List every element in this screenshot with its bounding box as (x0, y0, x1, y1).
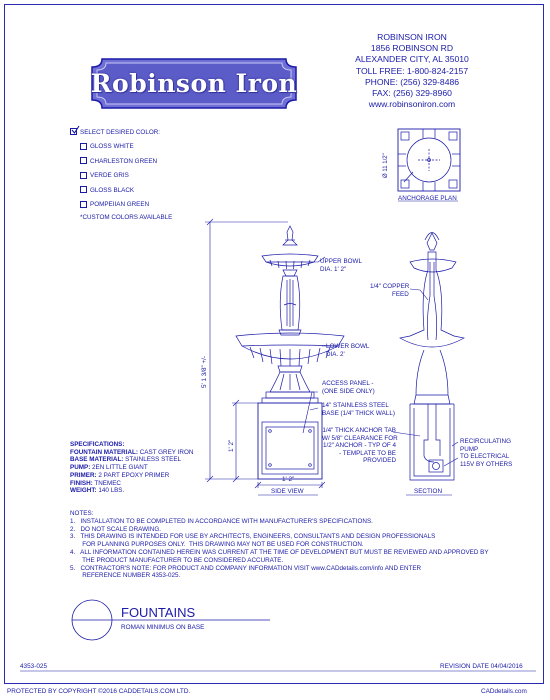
company-name: ROBINSON IRON (377, 32, 447, 42)
spec-row: FINISH: TNEMEC (70, 479, 121, 487)
note-line: FOR PLANNING PURPOSES ONLY. THIS DRAWING MAY NOT BE USED FOR CONSTRUCTION. (70, 541, 364, 549)
spec-row: PUMP: 2EN LITTLE GIANT (70, 464, 148, 472)
note-line: THE PRODUCT MANUFACTURER TO BE CONSIDERED ACCURATE. (70, 556, 284, 564)
logo-text: Robinson Iron (90, 69, 298, 98)
color-label: VERDE GRIS (90, 172, 129, 179)
color-label: CHARLESTON GREEN (90, 157, 158, 165)
color-label: GLOSS BLACK (90, 186, 135, 194)
note-line: 4. ALL INFORMATION CONTAINED HEREIN WAS CURRENT AT THE TIME OF DEVELOPMENT BUT MUST BE REVIEWED AND APPROVED BY (70, 548, 489, 556)
specifications (70, 441, 193, 495)
custom-colors-note: *CUSTOM COLORS AVAILABLE (80, 214, 173, 221)
color-label: GLOSS WHITE (90, 143, 134, 150)
caddetails-link[interactable]: CADdetails.com (481, 688, 527, 695)
anchorage-plan-label: ANCHORAGE PLAN (398, 195, 457, 202)
note-line: 5. CONTRACTOR'S NOTE: FOR PRODUCT AND COMPANY INFORMATION VISIT www.CADdetails.com/info AND ENTER (70, 564, 422, 572)
spec-row: BASE MATERIAL: STAINLESS STEEL (70, 456, 182, 464)
side-view-label: SIDE VIEW (271, 488, 304, 495)
upper-bowl-callout: UPPER BOWL DIA. 1' 2" (320, 258, 362, 273)
color-label: POMPEIIAN GREEN (90, 201, 150, 208)
base-height-dimension: 1' 2" (228, 439, 235, 452)
note-line: 3. THIS DRAWING IS INTENDED FOR USE BY ARCHITECTS, ENGINEERS, CONSULTANTS AND DESIGN PROFESSIONALS (70, 533, 436, 541)
company-address-line2: ALEXANDER CITY, AL 35010 (355, 54, 469, 65)
note-line: 2. DO NOT SCALE DRAWING. (70, 525, 161, 533)
company-phone: PHONE: (256) 329-8486 (364, 76, 460, 87)
drawing-subtitle: ROMAN MINIMUS ON BASE (121, 624, 205, 631)
company-website[interactable]: www.robinsoniron.com (368, 99, 456, 110)
drawing-title: FOUNTAINS (121, 605, 196, 620)
lower-bowl-callout: LOWER BOWL DIA. 2' (326, 343, 370, 358)
anchorage-diameter-label: Ø 11 1/2" (383, 153, 389, 178)
anchorage-plan (398, 129, 460, 201)
notes-title: NOTES: (70, 510, 94, 517)
note-line: 1. INSTALLATION TO BE COMPLETED IN ACCORDANCE WITH MANUFACTURER'S SPECIFICATIONS. (70, 517, 373, 525)
spec-row: PRIMER: 2 PART EPOXY PRIMER (70, 471, 170, 479)
drawing-reference-number: 4353-025 (20, 663, 48, 670)
company-address-line1: 1856 ROBINSON RD (370, 43, 454, 54)
company-tollfree: TOLL FREE: 1-800-824-2157 (355, 65, 469, 76)
copyright-notice: PROTECTED BY COPYRIGHT ©2016 CADDETAILS.COM LTD. (7, 688, 191, 695)
spec-row: FOUNTAIN MATERIAL: CAST GREY IRON (70, 448, 194, 456)
color-header: SELECT DESIRED COLOR: (80, 128, 161, 136)
revision-date: REVISION DATE 04/04/2016 (440, 663, 523, 670)
section-label: SECTION (414, 488, 442, 495)
spec-row: WEIGHT: 140 LBS. (70, 487, 125, 495)
recirculating-pump-callout: RECIRCULATING PUMP TO ELECTRICAL 115V BY OTHERS (460, 438, 513, 468)
notes (70, 510, 489, 580)
company-fax: FAX: (256) 329-8960 (372, 88, 452, 99)
copper-feed-callout: 1/4" COPPER FEED (370, 283, 410, 298)
anchor-tab-callout: 1/4" THICK ANCHOR TAB W/ 5/8" CLEARANCE FOR 1/2" ANCHOR - TYP OF 4 - TEMPLATE TO BE PROVIDED (322, 427, 398, 464)
specifications-title: SPECIFICATIONS: (70, 441, 125, 448)
section-view-fountain (393, 233, 464, 496)
note-line: REFERENCE NUMBER 4353-025. (70, 572, 181, 580)
base-width-dimension: 1' 2" (282, 476, 295, 483)
overall-height-dimension: 5' 1 3/8" +/- (201, 356, 208, 388)
access-panel-callout: ACCESS PANEL - (ONE SIDE ONLY) (322, 380, 375, 395)
stainless-base-callout: 14" STAINLESS STEEL BASE (1/4" THICK WALL) (322, 402, 395, 417)
